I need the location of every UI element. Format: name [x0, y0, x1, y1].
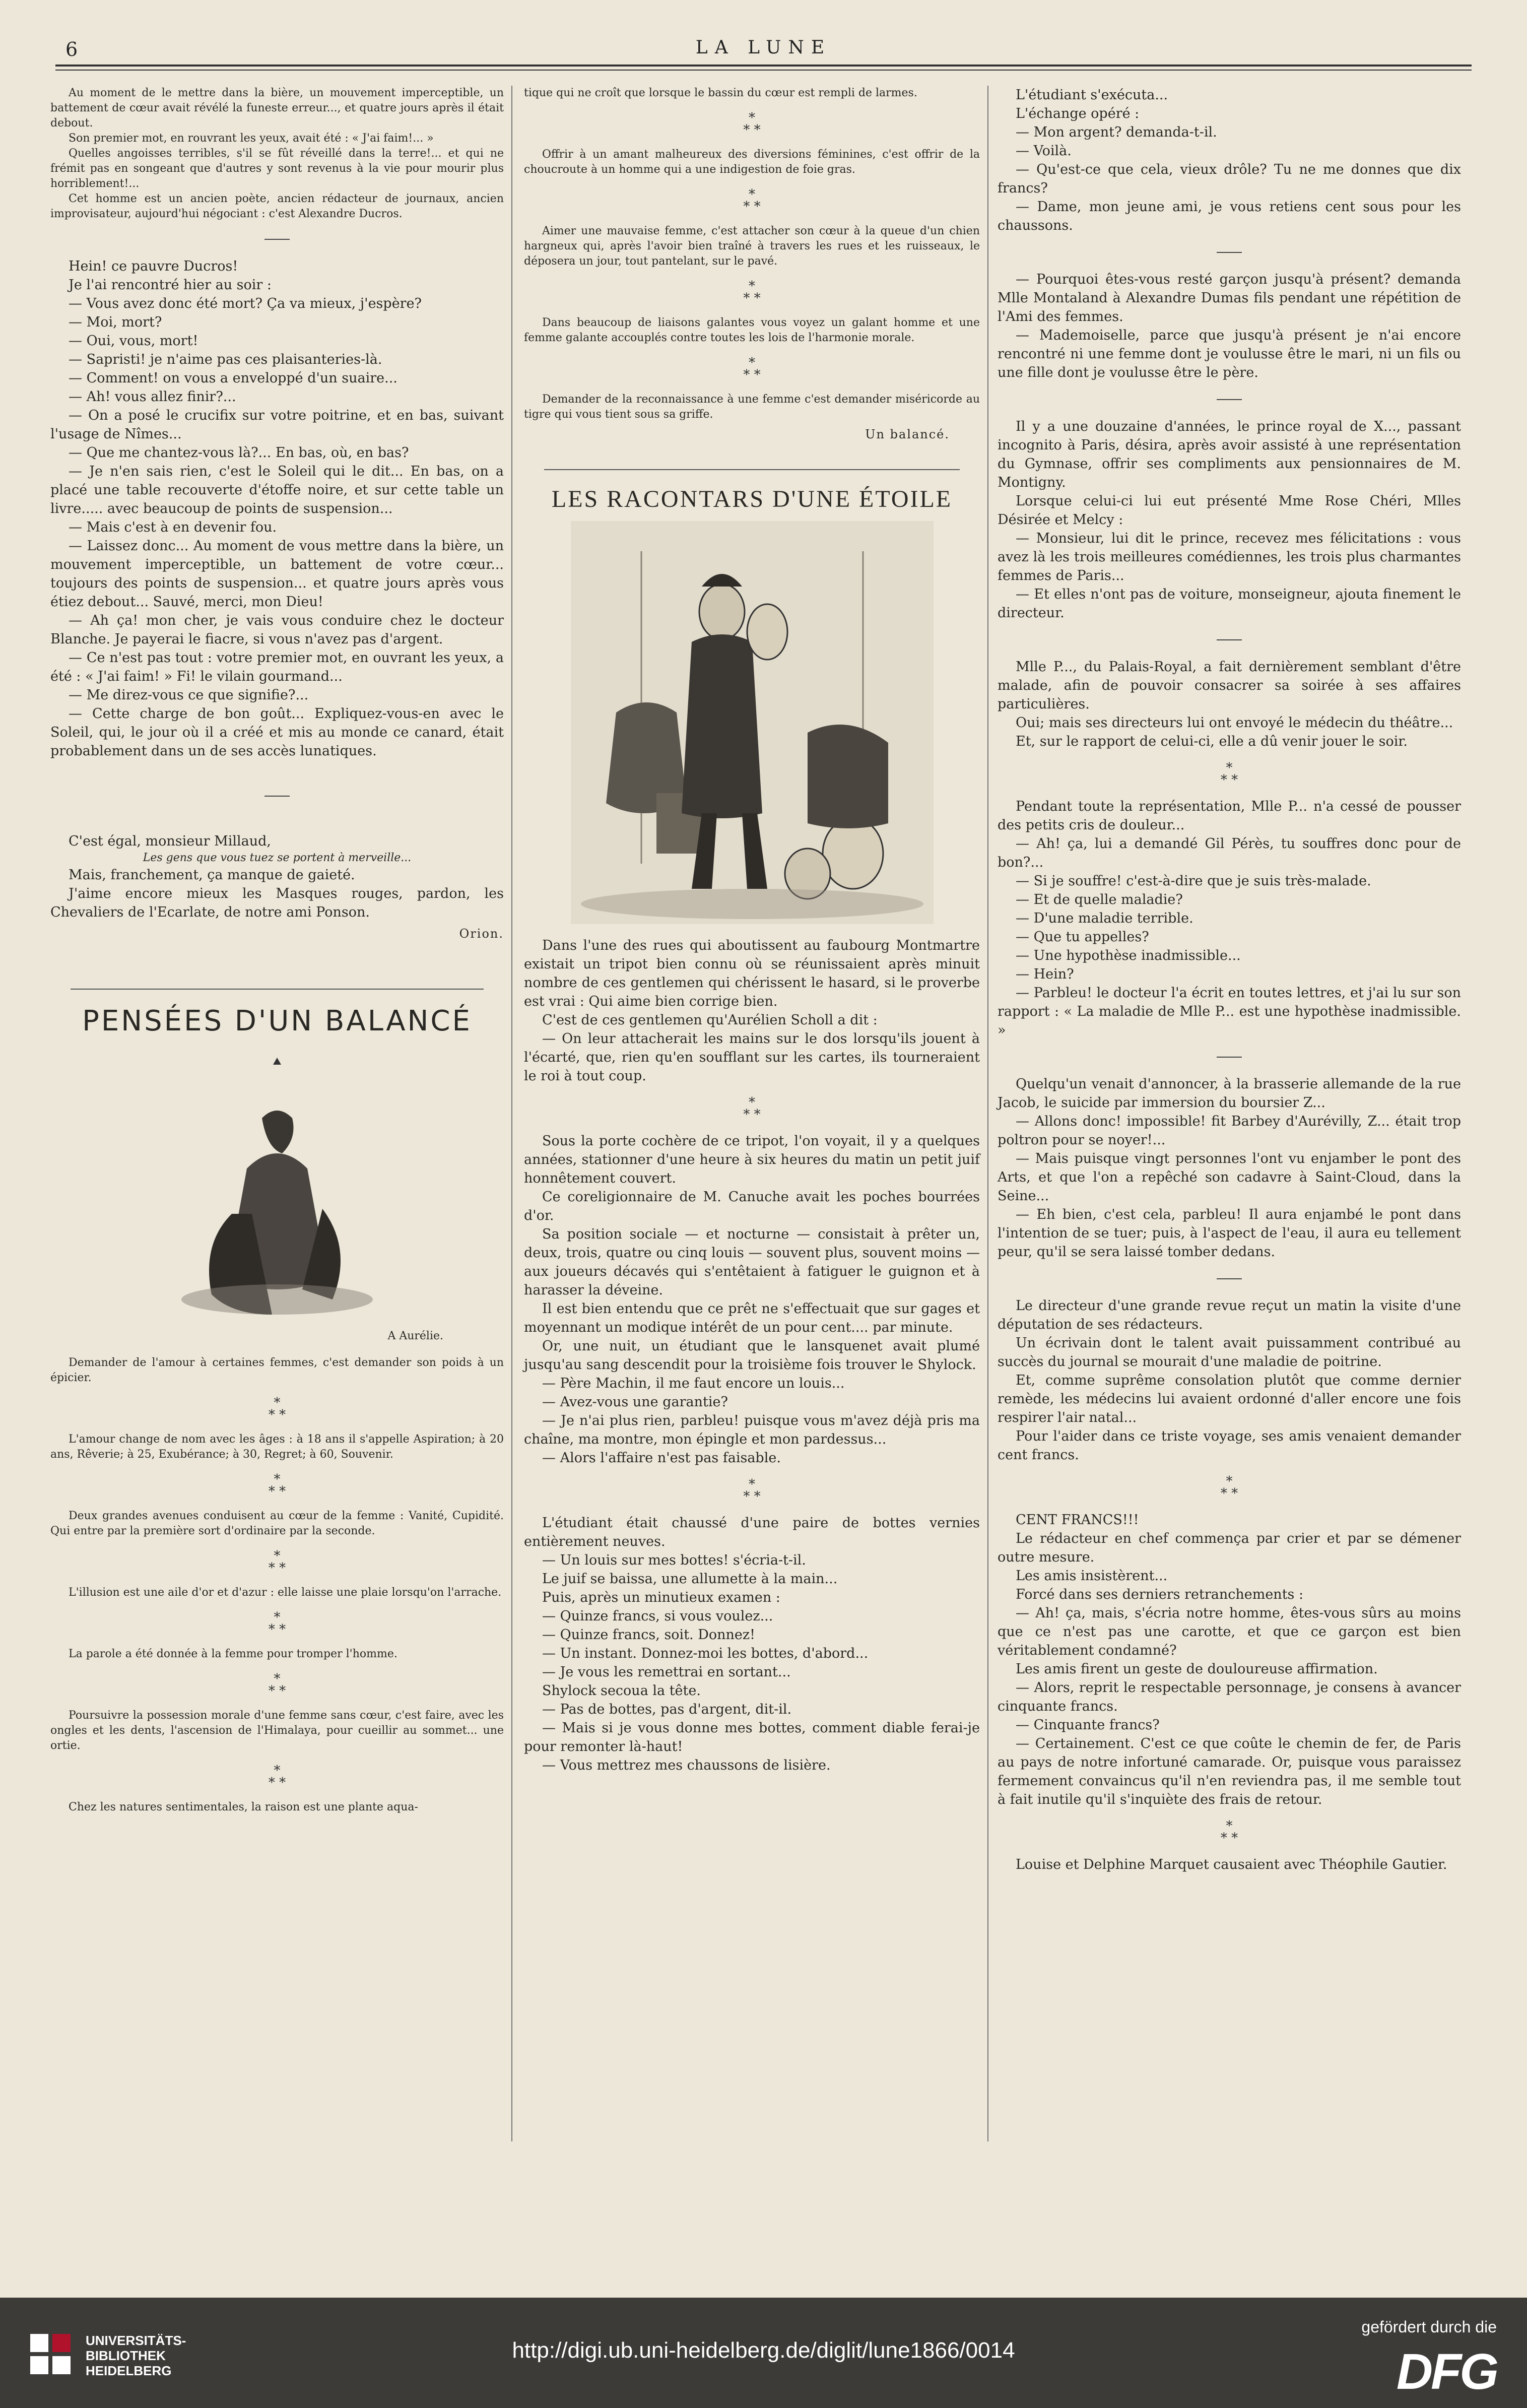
paragraph: Deux grandes avenues conduisent au cœur de la femme : Vanité, Cupidité. Qui entre par la première sort d'ordinaire par la seconde.	[50, 1510, 504, 1537]
paragraph: Son premier mot, en rouvrant les yeux, avait été : « J'ai faim!... »	[69, 132, 434, 145]
paragraph: Lorsque celui-ci lui eut présenté Mme Rose Chéri, Mlles Désirée et Melcy :	[998, 493, 1461, 528]
paragraph: — Je n'ai plus rien, parbleu! puisque vous m'avez déjà pris ma chaîne, ma montre, mon épingle et mon pardessus...	[524, 1413, 980, 1447]
paragraph: Poursuivre la possession morale d'une femme sans cœur, c'est faire, avec les ongles et les dents, l'ascension de l'Himalaya, pour cueillir au sommet... une ortie.	[50, 1709, 504, 1752]
paragraph: Mais, franchement, ça manque de gaieté.	[69, 867, 355, 883]
paragraph: — Mais puisque vingt personnes l'ont vu enjamber le pont des Arts, et que l'on a repêché son cadavre à Saint-Cloud, dans la Seine...	[998, 1151, 1461, 1204]
paragraph: — Alors, reprit le respectable personnage, je consens à avancer cinquante francs.	[998, 1680, 1461, 1714]
paragraph: Quelles angoisses terribles, s'il se fût réveillé dans la terre!... et qui ne frémit pas en songeant que d'autres y sont revenus à la vie pour mourir plus horriblement!...	[50, 147, 504, 190]
signature: Un balancé.	[865, 427, 950, 441]
page-header	[55, 39, 1472, 59]
source-url-link[interactable]: http://digi.ub.uni-heidelberg.de/diglit/lune1866/0014	[512, 2338, 1015, 2363]
paragraph: — Je vous les remettrai en sortant...	[542, 1664, 791, 1680]
star-separator: * * *	[1220, 1818, 1238, 1846]
paragraph: — Moi, mort?	[69, 314, 162, 330]
paragraph: Les amis insistèrent...	[1016, 1568, 1168, 1584]
paragraph: Hein! ce pauvre Ducros!	[69, 258, 238, 274]
star-separator: * * *	[268, 1610, 286, 1637]
paragraph: — On a posé le crucifix sur votre poitrine, et en bas, suivant l'usage de Nîmes...	[50, 408, 504, 442]
star-separator: * * *	[268, 1671, 286, 1699]
paragraph: Au moment de le mettre dans la bière, un mouvement imperceptible, un battement de cœur avait révélé la funeste erreur..., et quatre jours après il était debout.	[50, 87, 504, 129]
paragraph: — Un instant. Donnez-moi les bottes, d'abord...	[542, 1646, 869, 1661]
library-line: HEIDELBERG	[86, 2363, 172, 2378]
viewer-footer	[0, 2298, 1527, 2408]
paragraph: — Sapristi! je n'aime pas ces plaisanteries-là.	[69, 352, 382, 367]
journal-title: LA LUNE	[695, 37, 832, 58]
paragraph: Shylock secoua la tête.	[542, 1683, 701, 1699]
paragraph: — Mais si je vous donne mes bottes, comment diable ferai-je pour remonter là-haut!	[524, 1720, 980, 1754]
paragraph: Quelqu'un venait d'annoncer, à la brasserie allemande de la rue Jacob, le suicide par immersion du boursier Z...	[998, 1076, 1461, 1111]
paragraph: — Parbleu! le docteur l'a écrit en toutes lettres, et j'ai lu sur son rapport : « La maladie de Mlle P... est une hypothèse inadmissible. »	[998, 985, 1461, 1038]
column-divider	[987, 86, 988, 2141]
paragraph: Oui; mais ses directeurs lui ont envoyé le médecin du théâtre...	[1016, 715, 1453, 731]
paragraph: C'est égal, monsieur Millaud,	[69, 833, 272, 849]
paragraph: — Eh bien, c'est cela, parbleu! Il aura enjambé le pont dans l'intention de se tuer; puis, à l'aspect de l'eau, il aura eu tellement peur, qu'il se sera laissé tomber dedans.	[998, 1207, 1461, 1260]
paragraph: Louise et Delphine Marquet causaient avec Théophile Gautier.	[1016, 1857, 1447, 1872]
paragraph: tique qui ne croît que lorsque le bassin du cœur est rempli de larmes.	[524, 87, 917, 99]
paragraph: Et, sur le rapport de celui-ci, elle a dû venir jouer le soir.	[1016, 734, 1408, 749]
paragraph: — Ah! vous allez finir?...	[69, 389, 236, 405]
star-separator: * * *	[268, 1395, 286, 1422]
paragraph: Et, comme suprême consolation plutôt que comme dernier remède, les médecins lui avaient ordonné d'aller encore une fois respirer l'air natal...	[998, 1373, 1461, 1425]
paragraph: — Allons donc! impossible! fit Barbey d'Aurévilly, Z... était trop poltron pour se noyer!...	[998, 1114, 1461, 1148]
paragraph: Dans l'une des rues qui aboutissent au faubourg Montmartre existait un tripot bien connu où se réunissaient après minuit nombre de ces gentlemen qui chérissent le hasard, si le proverbe est vrai : Qui aime bien corrige bien.	[524, 938, 980, 1009]
engraving-illustration	[524, 521, 980, 926]
separator	[264, 239, 290, 240]
separator	[1217, 399, 1242, 400]
paragraph: — Hein?	[1016, 966, 1074, 982]
paragraph: Le directeur d'une grande revue reçut un matin la visite d'une députation de ses rédacteurs.	[998, 1298, 1461, 1332]
star-separator: * * *	[743, 355, 761, 382]
star-separator: * * *	[268, 1763, 286, 1790]
paragraph: Demander de l'amour à certaines femmes, c'est demander son poids à un épicier.	[50, 1356, 504, 1384]
paragraph: La parole a été donnée à la femme pour tromper l'homme.	[69, 1648, 397, 1660]
paragraph: Sa position sociale — et nocturne — consistait à prêter un, deux, trois, quatre ou cinq louis — souvent plus, souvent moins — aux joueurs décavés qui s'entêtaient à fatiguer le guignon et à harasser la déveine.	[524, 1226, 980, 1298]
paragraph: — Oui, vous, mort!	[69, 333, 198, 349]
paragraph: Le rédacteur en chef commença par crier et par se démener outre mesure.	[998, 1531, 1461, 1565]
paragraph: Sous la porte cochère de ce tripot, l'on voyait, il y a quelques années, stationner d'une heure à six heures du matin un petit juif honnêtement couvert.	[524, 1133, 980, 1186]
paragraph: — Laissez donc... Au moment de vous mettre dans la bière, un mouvement imperceptible, un battement de votre cœur... toujours des points de suspension... et quatre jours après vous étiez debout... Sauvé, merci, mon Dieu!	[50, 538, 504, 610]
paragraph: — Que me chantez-vous là?... En bas, où, en bas?	[69, 445, 409, 461]
paragraph: — D'une maladie terrible.	[1016, 910, 1193, 926]
star-separator: * * *	[1220, 1474, 1238, 1501]
paragraph: Mlle P..., du Palais-Royal, a fait dernièrement semblant d'être malade, afin de pouvoir consacrer sa soirée à ses affaires particulières.	[998, 659, 1461, 712]
paragraph: CENT FRANCS!!!	[1016, 1512, 1139, 1528]
column-1	[50, 86, 504, 1815]
dedication: A Aurélie.	[387, 1330, 443, 1342]
paragraph: Demander de la reconnaissance à une femme c'est demander miséricorde au tigre qui vous tient sous sa griffe.	[524, 393, 980, 421]
paragraph: Dans beaucoup de liaisons galantes vous voyez un galant homme et une femme galante accouplés contre toutes les lois de l'harmonie morale.	[524, 316, 980, 344]
paragraph: — Pas de bottes, pas d'argent, dit-il.	[542, 1702, 792, 1717]
paragraph: Pour l'aider dans ce triste voyage, ses amis venaient demander cent francs.	[998, 1428, 1461, 1463]
paragraph: — Ce n'est pas tout : votre premier mot, en ouvrant les yeux, a été : « J'ai faim! » Fi! le vilain gourmand...	[50, 650, 504, 684]
star-separator: * * *	[1220, 760, 1238, 788]
paragraph: — Comment! on vous a enveloppé d'un suaire...	[69, 370, 397, 386]
paragraph: — Vous avez donc été mort? Ça va mieux, j'espère?	[69, 296, 422, 311]
library-line: BIBLIOTHEK	[86, 2348, 166, 2363]
paragraph: — Cinquante francs?	[1016, 1717, 1160, 1733]
funding-note: gefördert durch die	[1361, 2318, 1497, 2336]
paragraph: — Si je souffre! c'est-à-dire que je suis très-malade.	[1016, 873, 1371, 889]
paragraph: — Mademoiselle, parce que jusqu'à présent je n'ai encore rencontré ni une femme dont je voulusse être le mari, ni un fils ou une fille dont je voulusse être le père.	[998, 328, 1461, 380]
paragraph: — Une hypothèse inadmissible...	[1016, 948, 1241, 963]
paragraph: Je l'ai rencontré hier au soir :	[69, 277, 272, 293]
star-separator: * * *	[268, 1548, 286, 1576]
separator	[1217, 1278, 1242, 1279]
paragraph: Or, une nuit, un étudiant que le lansquenet avait plumé jusqu'au sang descendit pour la troisième fois trouver le Shylock.	[524, 1338, 980, 1373]
separator	[1217, 639, 1242, 640]
paragraph: — Ah! ça, mais, s'écria notre homme, êtes-vous sûrs au moins que ce n'est pas une carotte, et que ce garçon est bien véritablement condamné?	[998, 1605, 1461, 1658]
star-separator: * * *	[743, 110, 761, 138]
separator	[1217, 1057, 1242, 1058]
star-separator: * * *	[743, 279, 761, 306]
paragraph: Ce coreligionnaire de M. Canuche avait les poches bourrées d'or.	[524, 1189, 980, 1223]
paragraph: — Dame, mon jeune ami, je vous retiens cent sous pour les chaussons.	[998, 199, 1461, 233]
paragraph: Il est bien entendu que ce prêt ne s'effectuait que sur gages et moyennant un modique intérêt de un pour cent.... par minute.	[524, 1301, 980, 1335]
paragraph: — Avez-vous une garantie?	[542, 1394, 728, 1410]
star-separator: * * *	[743, 1095, 761, 1122]
header-rule	[55, 64, 1472, 67]
header-rule-thin	[55, 70, 1472, 71]
paragraph: Aimer une mauvaise femme, c'est attacher son cœur à la queue d'un chien hargneux qui, après l'avoir bien traîné à travers les rues et les ruisseaux, le déposera un jour, tout pantelant, sur le pavé.	[524, 225, 980, 268]
star-separator: * * *	[743, 187, 761, 214]
paragraph: J'aime encore mieux les Masques rouges, pardon, les Chevaliers de l'Ecarlate, de notre ami Ponson.	[50, 886, 504, 920]
paragraph: Il y a une douzaine d'années, le prince royal de X..., passant incognito à Paris, désira, après avoir assisté à une représentation du Gymnase, offrir ses compliments aux pensionnaires de M. Montigny.	[998, 419, 1461, 490]
paragraph: L'étudiant était chaussé d'une paire de bottes vernies entièrement neuves.	[524, 1515, 980, 1549]
paragraph: Puis, après un minutieux examen :	[542, 1590, 780, 1605]
paragraph: — Mon argent? demanda-t-il.	[1016, 124, 1217, 140]
paragraph: — Qu'est-ce que cela, vieux drôle? Tu ne me donnes que dix francs?	[998, 162, 1461, 196]
paragraph: L'illusion est une aile d'or et d'azur : elle laisse une plaie lorsqu'on l'arrache.	[69, 1586, 502, 1599]
paragraph: L'étudiant s'exécuta...	[1016, 87, 1168, 103]
paragraph: — Me direz-vous ce que signifie?...	[69, 687, 309, 703]
paragraph: Pendant toute la représentation, Mlle P... n'a cessé de pousser des petits cris de douleur...	[998, 799, 1461, 833]
paragraph: — Quinze francs, soit. Donnez!	[542, 1627, 755, 1643]
paragraph: — Monsieur, lui dit le prince, recevez mes félicitations : vous avez là les trois meilleures comédiennes, les trois plus charmantes femmes de Paris...	[998, 531, 1461, 583]
paragraph: — Voilà.	[1016, 143, 1072, 159]
paragraph: — Ah! ça, lui a demandé Gil Pérès, tu souffres donc pour de bon?...	[998, 836, 1461, 870]
paragraph: — Mais c'est à en devenir fou.	[69, 519, 277, 535]
page-number: 6	[65, 38, 78, 60]
article-title: PENSÉES D'UN BALANCÉ	[82, 1005, 472, 1037]
paragraph: — Pourquoi êtes-vous resté garçon jusqu'à présent? demanda Mlle Montaland à Alexandre Dumas fils pendant une répétition de l'Ami des femmes.	[998, 272, 1461, 324]
signature: Orion.	[459, 927, 504, 941]
paragraph: — Un louis sur mes bottes! s'écria-t-il.	[542, 1552, 806, 1568]
paragraph: — Alors l'affaire n'est pas faisable.	[542, 1450, 781, 1466]
article-title: LES RACONTARS D'UNE ÉTOILE	[551, 486, 953, 512]
separator	[1217, 252, 1242, 253]
column-divider	[511, 86, 512, 2141]
paragraph: Chez les natures sentimentales, la raison est une plante aqua-	[69, 1801, 418, 1813]
paragraph: — Père Machin, il me faut encore un louis...	[542, 1376, 845, 1391]
paragraph: — Que tu appelles?	[1016, 929, 1149, 945]
paragraph: C'est de ces gentlemen qu'Aurélien Scholl a dit :	[542, 1012, 878, 1028]
paragraph: Le juif se baissa, une allumette à la main...	[542, 1571, 838, 1587]
paragraph: — Je n'en sais rien, c'est le Soleil qui le dit... En bas, on a placé une table recouverte d'étoffe noire, et sur cette table un livre..... avec beaucoup de points de suspension...	[50, 464, 504, 516]
column-2	[524, 86, 980, 1775]
star-separator: * * *	[268, 1472, 286, 1499]
section-rule	[71, 989, 484, 990]
paragraph: — Cette charge de bon goût... Expliquez-vous-en avec le Soleil, qui, le jour où il a créé et mis au monde ce canard, était probablement dans un de ses accès lunatiques.	[50, 706, 504, 759]
paragraph: Les gens que vous tuez se portent à merveille...	[143, 852, 412, 864]
paragraph: L'échange opéré :	[1016, 106, 1140, 121]
column-3	[998, 86, 1461, 1874]
dfg-logo: DFG	[1396, 2344, 1497, 2400]
paragraph: — On leur attacherait les mains sur le dos lorsqu'ils jouent à l'écarté, que, rien qu'en soufflant sur les cartes, ils tourneraient le roi à tout coup.	[524, 1031, 980, 1084]
paragraph: — Quinze francs, si vous voulez...	[542, 1608, 773, 1624]
paragraph: Offrir à un amant malheureux des diversions féminines, c'est offrir de la choucroute à un homme qui a une indigestion de foie gras.	[524, 148, 980, 176]
paragraph: Les amis firent un geste de douloureuse affirmation.	[1016, 1661, 1378, 1677]
separator	[264, 796, 290, 797]
paragraph: — Vous mettrez mes chaussons de lisière.	[542, 1758, 831, 1773]
paragraph: Forcé dans ses derniers retranchements :	[1016, 1587, 1304, 1602]
paragraph: — Ah ça! mon cher, je vais vous conduire chez le docteur Blanche. Je payerai le fiacre, si vous n'avez pas d'argent.	[50, 613, 504, 647]
engraving-illustration	[50, 1048, 504, 1332]
paragraph: — Et elles n'ont pas de voiture, monseigneur, ajouta finement le directeur.	[998, 587, 1461, 621]
paragraph: L'amour change de nom avec les âges : à 18 ans il s'appelle Aspiration; à 20 ans, Rêverie; à 25, Exubérance; à 30, Regret; à 60, Souvenir.	[50, 1433, 504, 1461]
paragraph: Cet homme est un ancien poète, ancien rédacteur de journaux, ancien improvisateur, aujourd'hui négociant : c'est Alexandre Ducros.	[50, 192, 504, 220]
star-separator: * * *	[743, 1477, 761, 1504]
paragraph: Un écrivain dont le talent avait puissamment contribué au succès du journal se mourait d'une maladie de poitrine.	[998, 1335, 1461, 1370]
paragraph: — Certainement. C'est ce que coûte le chemin de fer, de Paris au pays de notre infortuné camarade. Or, puisque vous paraissez fermement convaincus qu'il n'en reviendra pas, il me semble tout à fait inutile qu'il s'inquiète des frais de retour.	[998, 1736, 1461, 1807]
section-rule	[544, 469, 960, 470]
library-line: UNIVERSITÄTS-	[86, 2333, 186, 2348]
paragraph: — Et de quelle maladie?	[1016, 892, 1183, 907]
